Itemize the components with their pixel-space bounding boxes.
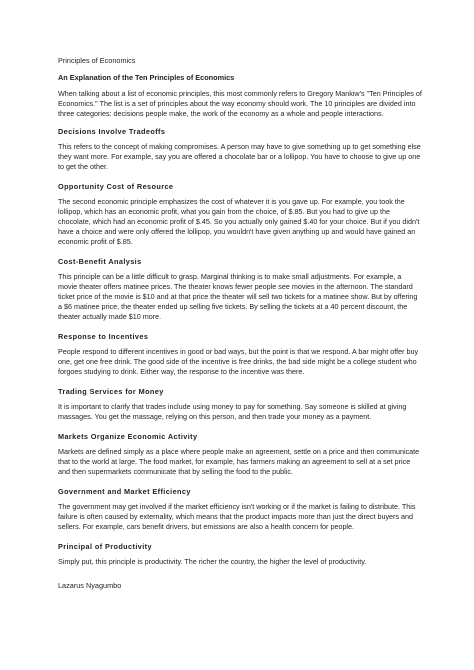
section-heading: Opportunity Cost of Resource (58, 182, 174, 191)
section-body: This principle can be a little difficult to grasp. Marginal thinking is to make small adjustments. For example, a movie theater offers matinee prices. The theater knows fewer people see movies in the afternoon. The standard ticket price of the movie is $10 and at that price the theater will sell two tickets for a matinee show. But by offering a $6 matinee price, the theater ended up selling five tickets. By selling the tickets at a 40 percent discount, the theater actually made $10 more. (58, 272, 418, 321)
section-heading: Government and Market Efficiency (58, 487, 191, 496)
section-heading: Markets Organize Economic Activity (58, 432, 198, 441)
author-name: Lazarus Nyagumbo (58, 581, 122, 590)
section-body: The second economic principle emphasizes the cost of whatever it is you gave up. For example, you took the lollipop, which has an economic profit, what you gain from the choice, of $.85. But you had to give up the chocolate, which had an economic profit of $.45. So you actually only gained $.40 for your choice. But if you didn't have a choice and were only offered the lollipop, you wouldn't have given anything up and would have gained an economic profit of $.85. (58, 197, 420, 246)
section-incentives (58, 332, 422, 377)
intro-paragraph: When talking about a list of economic principles, this most commonly refers to Gregory Mankiw's "Ten Principles of Economics." The list is a set of principles about the way economy should work. The 10 principles are divided into three categories: decisions people make, the work of the economy as a whole and people interactions. (58, 89, 422, 118)
section-opportunity-cost (58, 182, 422, 247)
section-body: Simply put, this principle is productivity. The richer the country, the higher the level of productivity. (58, 557, 367, 566)
section-heading: Cost-Benefit Analysis (58, 257, 142, 266)
section-trading-services (58, 387, 422, 422)
section-heading: Principal of Productivity (58, 542, 152, 551)
section-productivity (58, 542, 422, 567)
section-heading: Decisions Involve Tradeoffs (58, 127, 166, 136)
section-body: The government may get involved if the market efficiency isn't working or if the market is failing to distribute. This failure is often caused by externality, which means that the product impacts more than just the direct buyers and sellers. For example, cars benefit drivers, but emissions are also a health concern for people. (58, 502, 416, 531)
document-title: Principles of Economics (58, 56, 136, 65)
section-body: People respond to different incentives in good or bad ways, but the point is that we respond. A bar might offer buy one, get one free drink. The good side of the incentive is free drinks, the bad side might be a college student who forgoes studying to drink. Either way, the response to the incentive was there. (58, 347, 419, 376)
section-body: Markets are defined simply as a place where people make an agreement, settle on a price and then communicate that to the world at large. The food market, for example, has farmers making an agreement to sell at a set price and then supermarkets communicate that by selling the food to the public. (58, 447, 420, 476)
section-markets (58, 432, 422, 477)
section-body: It is important to clarify that trades include using money to pay for something. Say someone is skilled at giving massages. You get the massage, relying on this person, and then trade your money as a payment. (58, 402, 407, 421)
section-government (58, 487, 422, 532)
document-subtitle: An Explanation of the Ten Principles of Economics (58, 73, 235, 82)
section-body: This refers to the concept of making compromises. A person may have to give something up to get something else they want more. For example, say you are offered a chocolate bar or a lollipop. You have to choose to give up one to get the other. (58, 142, 421, 171)
section-heading: Trading Services for Money (58, 387, 164, 396)
section-heading: Response to Incentives (58, 332, 149, 341)
section-decisions-tradeoffs (58, 127, 422, 172)
section-cost-benefit (58, 257, 422, 322)
